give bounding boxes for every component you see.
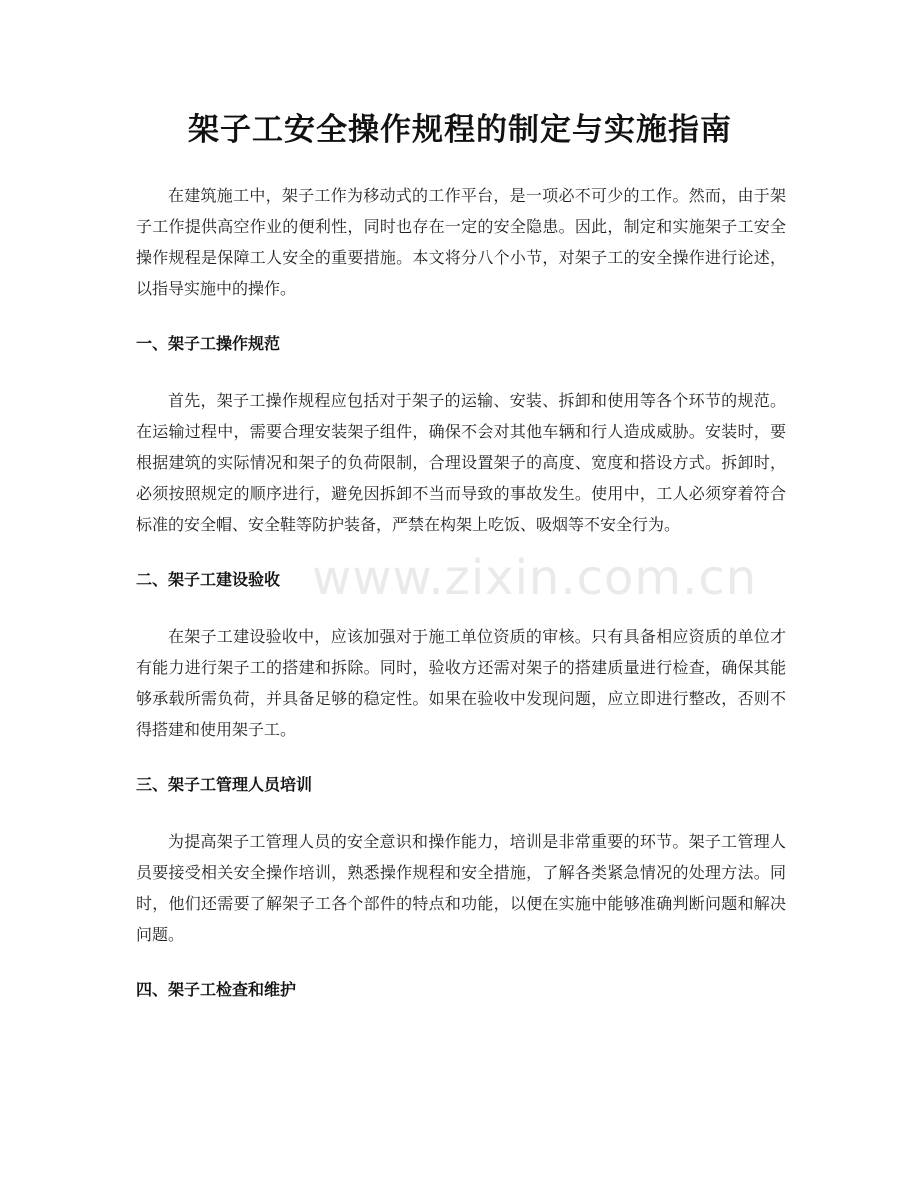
spacer <box>136 800 786 826</box>
section-heading-2: 二、架子工建设验收 <box>136 570 281 589</box>
section-body-3: 为提高架子工管理人员的安全意识和操作能力，培训是非常重要的环节。架子工管理人员要接受相关安全操作培训，熟悉操作规程和安全措施，了解各类紧急情况的处理方法。同时，他们还需要了解架子工各个部件的特点和功能，以便在实施中能够准确判断问题和解决问题。 <box>136 832 786 944</box>
document-title: 架子工安全操作规程的制定与实施指南 <box>188 112 732 148</box>
spacer <box>136 745 786 769</box>
intro-paragraph: 在建筑施工中，架子工作为移动式的工作平台，是一项必不可少的工作。然而，由于架子工作提供高空作业的便利性，同时也存在一定的安全隐患。因此，制定和实施架子工安全操作规程是保障工人安全的重要措施。本文将分八个小节，对架子工的安全操作进行论述，以指导实施中的操作。 <box>136 186 786 298</box>
spacer <box>136 540 786 564</box>
section-heading-1: 一、架子工操作规范 <box>136 334 281 353</box>
section-body-1: 首先，架子工操作规程应包括对于架子的运输、安装、拆卸和使用等各个环节的规范。在运输过程中，需要合理安装架子组件，确保不会对其他车辆和行人造成威胁。安装时，要根据建筑的实际情况和架子的负荷限制，合理设置架子的高度、宽度和搭设方式。拆卸时，必须按照规定的顺序进行，避免因拆卸不当而导致的事故发生。使用中，工人必须穿着符合标准的安全帽、安全鞋等防护装备，严禁在构架上吃饭、吸烟等不安全行为。 <box>136 391 786 534</box>
section-heading-4: 四、架子工检查和维护 <box>136 980 297 999</box>
document-body <box>136 180 786 1005</box>
spacer <box>136 950 786 974</box>
spacer <box>136 304 786 328</box>
spacer <box>136 359 786 385</box>
spacer <box>136 595 786 621</box>
section-heading-3: 三、架子工管理人员培训 <box>136 775 313 794</box>
watermark-text: www.zixin.com.cn <box>312 550 758 606</box>
section-body-2: 在架子工建设验收中，应该加强对于施工单位资质的审核。只有具备相应资质的单位才有能力进行架子工的搭建和拆除。同时，验收方还需对架子的搭建质量进行检查，确保其能够承载所需负荷，并具备足够的稳定性。如果在验收中发现问题，应立即进行整改，否则不得搭建和使用架子工。 <box>136 627 786 739</box>
